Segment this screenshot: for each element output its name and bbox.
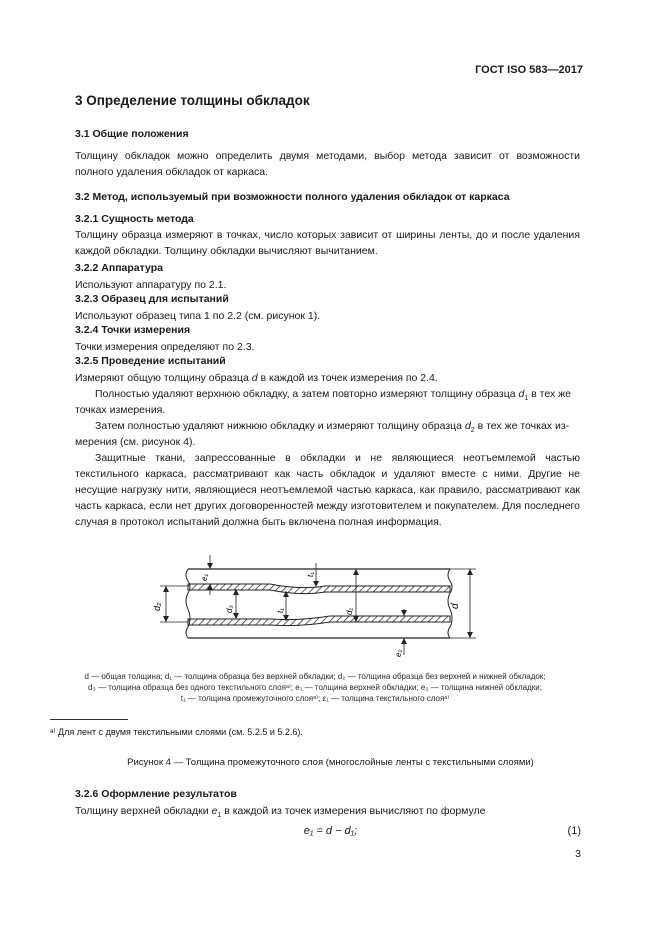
section-3-2-5-para-3: Затем полностью удаляют нижнюю обкладку и измеряют толщину образца $d_2$ в тех же точках из- xyxy=(95,420,570,435)
label-d1: d₁ xyxy=(345,608,354,615)
label-e1: e₁ xyxy=(200,574,209,581)
footnote-separator xyxy=(50,719,128,720)
label-d3: d₃ xyxy=(225,605,234,613)
lower-textile-layer xyxy=(188,616,450,626)
section-3-2-5-para-1: Измеряют общую толщину образца d в каждой из точек измерения по 2.4. xyxy=(75,372,438,384)
page-number: 3 xyxy=(575,848,581,860)
section-3-2-6-heading: 3.2.6 Оформление результатов xyxy=(75,788,237,800)
section-3-2-1-text: Толщину образца измеряют в точках, число которых зависит от ширины ленты, до и после удаления каждой обкладки. Толщину обкладки вычисляют вычитанием. xyxy=(75,229,580,257)
left-wavy-edge xyxy=(186,569,190,638)
section-3-2-5-para-4: Защитные ткани, запрессованные в обкладки и не являющиеся неотъемлемой частью текстильного каркаса, рассматривают как часть обкладок и удаляют вместе с ними. Другие не несущие нагрузку нити, являющиеся неотъемлемой частью каркаса, как правило, рассматривают как часть каркаса, если нет других договоренностей между изготовителем и покупателем. Для последнего случая в протокол испытаний должна быть включена полная информация. xyxy=(75,452,580,528)
section-3-title: 3 Определение толщины обкладок xyxy=(75,93,310,108)
document-header-id: ГОСТ ISO 583—2017 xyxy=(475,64,583,76)
formula-1: e₁ = d − d₁; xyxy=(303,825,358,837)
figure-legend-line-3: t₁ — толщина промежуточного слояᵃ⁾; ε₁ — толщина текстильного слояᵃ⁾ xyxy=(180,694,450,703)
section-3-2-heading: 3.2 Метод, используемый при возможности полного удаления обкладок от каркаса xyxy=(75,191,510,203)
section-3-2-3-text: Используют образец типа 1 по 2.2 (см. рисунок 1). xyxy=(75,310,321,322)
label-e1-textile: t₁ xyxy=(306,572,315,577)
section-3-2-5-para-3-cont: мерения (см. рисунок 4). xyxy=(75,436,196,448)
section-3-2-4-text: Точки измерения определяют по 2.3. xyxy=(75,341,255,353)
section-3-1-heading: 3.1 Общие положения xyxy=(75,128,189,140)
figure-legend-line-1: d — общая толщина; d₁ — толщина образца без верхней обкладки; d₂ — толщина образца без верхней и нижней обкладок; xyxy=(84,672,546,681)
section-3-2-5-heading: 3.2.5 Проведение испытаний xyxy=(75,355,226,367)
figure-footnote: ᵃ⁾ Для лент с двумя текстильными слоями (см. 5.2.5 и 5.2.6). xyxy=(50,727,303,737)
figure-4-diagram xyxy=(150,553,490,663)
figure-legend-line-2: d₃ — толщина образца без одного текстильного слояᵃ⁾; e₁ — толщина верхней обкладки; e₂ — толщина нижней обкладки; xyxy=(88,683,542,692)
section-3-2-5-para-2-cont: точках измерения. xyxy=(75,404,166,416)
section-3-2-3-heading: 3.2.3 Образец для испытаний xyxy=(75,293,229,305)
section-3-2-4-heading: 3.2.4 Точки измерения xyxy=(75,324,191,336)
label-d: d xyxy=(450,603,461,609)
section-3-2-6-text: Толщину верхней обкладки $e_1$ в каждой из точек измерения вычисляют по формуле xyxy=(75,805,486,820)
section-3-2-2-heading: 3.2.2 Аппаратура xyxy=(75,262,163,274)
section-3-1-text: Толщину обкладок можно определить двумя методами, выбор метода зависит от возможности полного удаления обкладок от каркаса. xyxy=(75,150,580,178)
equation-number: (1) xyxy=(567,825,581,837)
label-d2: d₂ xyxy=(152,602,162,611)
label-t1: t₁ xyxy=(276,608,285,613)
label-e2: e₂ xyxy=(394,649,403,657)
section-3-2-1-heading: 3.2.1 Сущность метода xyxy=(75,213,194,225)
figure-4-caption: Рисунок 4 — Толщина промежуточного слоя (многослойные ленты с текстильными слоями) xyxy=(127,757,534,768)
upper-textile-layer xyxy=(188,584,450,594)
section-3-2-2-text: Используют аппаратуру по 2.1. xyxy=(75,279,227,291)
section-3-2-5-para-2: Полностью удаляют верхнюю обкладку, а затем повторно измеряют толщину образца $d_1$ в тех же xyxy=(95,388,571,403)
